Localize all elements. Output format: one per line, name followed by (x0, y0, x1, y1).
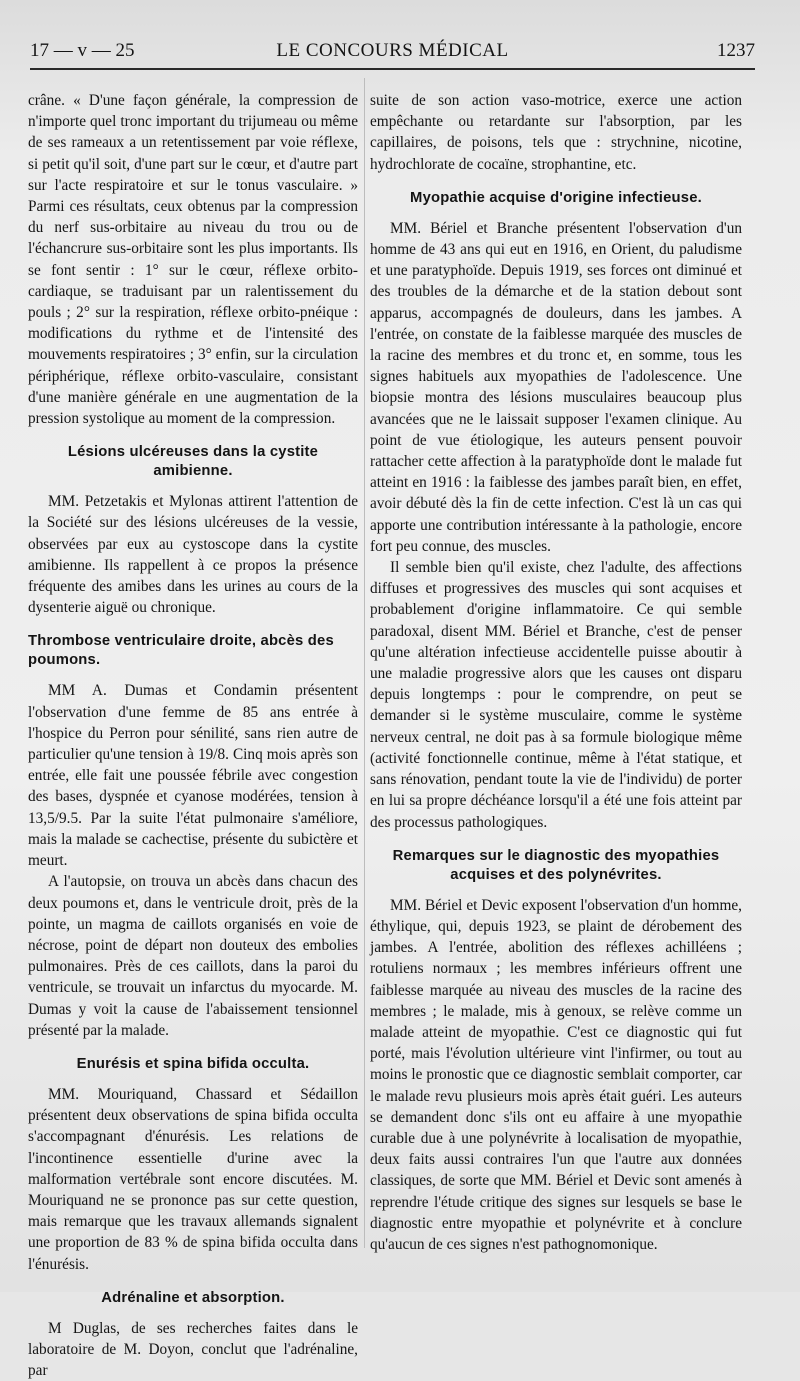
page-number: 1237 (717, 40, 755, 61)
section-heading: Myopathie acquise d'origine infectieuse. (410, 189, 702, 206)
section-heading: Lésions ulcéreuses dans la cystite amibienne. (67, 444, 319, 480)
paragraph: MM. Mouriquand, Chassard et Sédaillon présentent deux observations de spina bifida occulta s'accompagnant d'énurésis. Les relations de l'incontinence essentielle d'urine avec la malformation vertébrale sont encore discutées. M. Mouriquand ne se prononce pas sur cette question, mais remarque que les travaux allemands signalent une proportion de 83 % de spina bifida occulta dans l'énurésis. (28, 1085, 358, 1273)
issue-date: 17 — v — 25 (30, 40, 135, 61)
paragraph: A l'autopsie, on trouva un abcès dans chacun des deux poumons et, dans le ventricule droit, près de la pointe, un magma de caillots organisés en voie de nécrose, point de départ non douteux des embolies pulmonaires. Près de ces caillots, dans la paroi du ventricule, se trouvait un infarctus du myocarde. M. Dumas y voit la cause de l'abaissement tensionnel présenté par la malade. (28, 873, 358, 1039)
paragraph: suite de son action vaso-motrice, exerce une action empêchante ou retardante sur l'absorption, par les capillaires, de poisons, tels que : strychnine, nicotine, hydrochlorate de cocaïne, strophantine, etc. (370, 92, 742, 173)
paragraph: MM A. Dumas et Condamin présentent l'observation d'une femme de 85 ans entrée à l'hospice du Perron pour sénilité, sans rien autre de particulier qu'une tension à 19/8. Cinq mois après son entrée, elle fait une poussée fébrile avec congestion des bases, dyspnée et cyanose modérées, tension à 13,5/9.5. Par la suite l'état pulmonaire s'améliore, mais la malade se cachectise, présente du subictère et meurt. (28, 682, 358, 870)
right-column (370, 90, 742, 1255)
paragraph: M Duglas, de ses recherches faites dans le laboratoire de M. Doyon, conclut que l'adrénaline, par (28, 1319, 358, 1380)
paragraph: Il semble bien qu'il existe, chez l'adulte, des affections diffuses et progressives des muscles qui sont acquises et probablement d'origine inflammatoire. Ce qui semble paradoxal, disent MM. Bériel et Branche, c'est de penser qu'une altération infectieuse accidentelle puisse aboutir à une maladie progressive alors que les causes ont disparu depuis longtemps : pour le comprendre, on peut se demander si le système musculaire, comme le système nerveux central, ne doit pas à sa formule biologique même (activité fonctionnelle continue, même à l'état statique, et sans rénovation, pendant toute la vie de l'individu) de porter en lui sa propre déchéance lorsqu'il a été une fois atteint par des processus pathologiques. (370, 559, 742, 831)
section-heading: Adrénaline et absorption. (101, 1289, 285, 1306)
paragraph: MM. Bériel et Devic exposent l'observation d'un homme, éthylique, qui, depuis 1923, se plaint de dérobement des jambes. A l'entrée, abolition des réflexes achilléens ; rotuliens normaux ; les membres inférieurs offrent une faiblesse marquée au niveau des muscles de la racine des membres ; le malade, mis à genoux, se relève comme un malade atteint de myopathie. C'est ce diagnostic qui fut porté, mais l'évolution ultérieure vint l'infirmer, ou tout au moins le pronostic que ce diagnostic semblait comporter, car le malade revu plusieurs mois après était guéri. Les auteurs se demandent donc s'ils ont eu affaire à une myopathie curable due à une polynévrite à localisation de myopathie, deux faits aussi contraires l'un que l'autre aux données classiques, de sorte que MM. Bériel et Devic sont amenés à reprendre l'étude critique des signes sur lesquels se base le diagnostic entre myopathie et polynévrite et à conclure qu'aucun de ces signes n'est pathognomonique. (370, 896, 742, 1253)
section-heading: Thrombose ventriculaire droite, abcès des poumons. (28, 633, 334, 669)
journal-title: LE CONCOURS MÉDICAL (276, 40, 509, 61)
header-rule (30, 68, 755, 70)
paragraph: MM. Petzetakis et Mylonas attirent l'attention de la Société sur des lésions ulcéreuses de la vessie, observées par eux au cystoscope dans la cystite amibienne. Ils rappellent à ce propos la présence fréquente des amibes dans les urines au cours de la dysenterie aiguë ou chronique. (28, 493, 358, 617)
section-heading: Enurésis et spina bifida occulta. (76, 1055, 310, 1072)
section-heading: Remarques sur le diagnostic des myopathies acquises et des polynévrites. (392, 847, 720, 883)
paragraph: crâne. « D'une façon générale, la compression de n'importe quel tronc important du trijumeau ou même de ses rameaux a un retentissement par voie réflexe, si petit qu'il soit, d'une part sur le cœur, et d'autre part sur l'acte respiratoire et sur le tonus vasculaire. » Parmi ces résultats, ceux obtenus par la compression du nerf sus-orbitaire au niveau du trou ou de l'échancrure sus-orbitaire sont les plus importants. Ils se font sentir : 1° sur le cœur, réflexe orbito-cardiaque, se traduisant par un ralentissement du pouls ; 2° sur la respiration, réflexe orbito-pnéique : modifications du rythme et de l'intensité des mouvements respiratoires ; 3° enfin, sur la circulation périphérique, réflexe orbito-vasculaire, consistant d'une manière générale en une augmentation de la pression systolique au moment de la compression. (28, 92, 358, 428)
paragraph: MM. Bériel et Branche présentent l'observation d'un homme de 43 ans qui eut en 1916, en Orient, du paludisme et une paratyphoïde. Depuis 1919, ses forces ont diminué et des troubles de la démarche et de la station debout sont apparus, accompagnés de douleurs, dans les jambes. A l'entrée, on constate de la faiblesse marquée des muscles de la racine des membres et du tronc et, en somme, tous les signes habituels aux myopathies de l'adolescence. Une biopsie montra des lésions musculaires beaucoup plus avancées que ne le laissait supposer l'examen clinique. Au point de vue étiologique, les auteurs pensent pouvoir rattacher cette affection à la paratyphoïde dont le malade fut atteint en 1916 : la faiblesse des jambes paraît bien, en effet, avoir débuté dès la fin de cette infection. C'est là un cas qui apporte une contribution intéressante à la pathologie, encore fort peu connue, des muscles. (370, 219, 742, 555)
left-column (28, 90, 358, 1381)
page-header (30, 40, 755, 68)
column-divider (364, 78, 365, 1248)
